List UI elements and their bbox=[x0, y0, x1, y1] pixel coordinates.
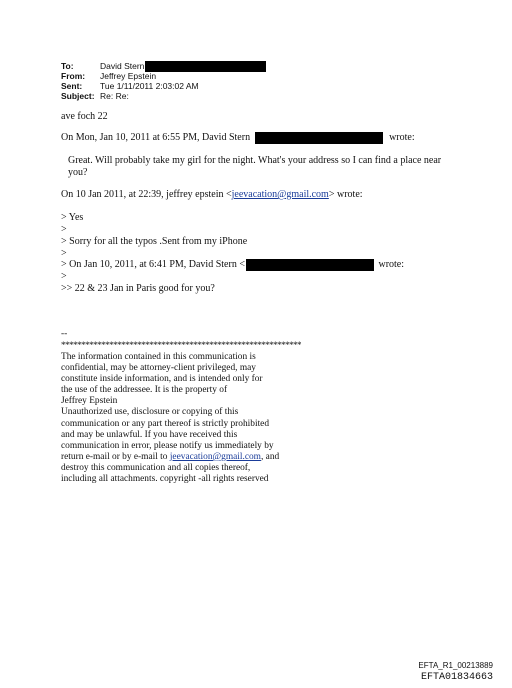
quote2-prefix: On 10 Jan 2011, at 22:39, jeffrey epstein < bbox=[61, 189, 232, 200]
quote1-suffix: wrote: bbox=[389, 132, 415, 143]
quoted-on-header bbox=[61, 259, 404, 271]
from-value: Jeffrey Epstein bbox=[100, 71, 157, 81]
quoted-on-prefix: > On Jan 10, 2011, at 6:41 PM, David Stern < bbox=[61, 259, 245, 270]
redaction-box bbox=[145, 61, 266, 72]
disclaimer-email-link[interactable]: jeevacation@gmail.com bbox=[169, 451, 261, 462]
disclaimer-line: destroy this communication and all copies thereof, bbox=[61, 462, 251, 473]
reply-line-2: you? bbox=[68, 167, 88, 178]
from-row bbox=[61, 71, 266, 81]
disclaimer-email-prefix: return e-mail or by e-mail to bbox=[61, 451, 170, 462]
quoted-blank-1: > bbox=[61, 224, 67, 235]
signature-stars: ************************************************************ bbox=[61, 340, 301, 350]
disclaimer-email-line bbox=[61, 452, 279, 463]
body-line-address: ave foch 22 bbox=[61, 111, 108, 122]
from-label: From: bbox=[61, 71, 86, 81]
sent-value: Tue 1/11/2011 2:03:02 AM bbox=[100, 81, 199, 91]
disclaimer-line: The information contained in this communication is bbox=[61, 352, 256, 362]
quoted-yes: > Yes bbox=[61, 212, 84, 223]
quoted-typos: > Sorry for all the typos .Sent from my iPhone bbox=[61, 236, 248, 247]
disclaimer bbox=[61, 352, 279, 485]
disclaimer-line: communication in error, please notify us immediately by bbox=[61, 440, 274, 451]
disclaimer-line: Unauthorized use, disclosure or copying of this bbox=[61, 407, 239, 418]
to-name: David Stern bbox=[100, 61, 145, 71]
quote2-suffix: > wrote: bbox=[328, 189, 363, 200]
sent-row bbox=[61, 81, 266, 91]
redaction-box bbox=[255, 132, 383, 144]
quote1-header bbox=[61, 132, 415, 144]
disclaimer-line: and may be unlawful. If you have received this bbox=[61, 429, 238, 440]
bates-stamp-primary: EFTA_R1_00213889 bbox=[418, 661, 493, 670]
reply-line-1: Great. Will probably take my girl for the night. What's your address so I can find a place near bbox=[68, 155, 442, 166]
quoted-on-suffix: wrote: bbox=[378, 259, 405, 270]
quote1-prefix: On Mon, Jan 10, 2011 at 6:55 PM, David Stern bbox=[61, 132, 251, 143]
subject-row bbox=[61, 91, 266, 101]
subject-label: Subject: bbox=[61, 91, 95, 101]
disclaimer-line: Jeffrey Epstein bbox=[61, 396, 118, 407]
disclaimer-line: communication or any part thereof is strictly prohibited bbox=[61, 418, 270, 429]
subject-value: Re: Re: bbox=[100, 91, 129, 101]
email-header bbox=[61, 61, 266, 101]
disclaimer-line: constitute inside information, and is intended only for bbox=[61, 374, 263, 385]
quoted-blank-3: > bbox=[61, 271, 67, 282]
disclaimer-line: the use of the addressee. It is the property of bbox=[61, 385, 228, 396]
disclaimer-line: confidential, may be attorney-client privileged, may bbox=[61, 363, 256, 374]
sent-label: Sent: bbox=[61, 81, 83, 91]
quoted-blank-2: > bbox=[61, 248, 67, 259]
quote2-header bbox=[61, 189, 363, 201]
to-value bbox=[100, 61, 266, 71]
quote2-email-link[interactable]: jeevacation@gmail.com bbox=[231, 189, 329, 200]
to-row bbox=[61, 61, 266, 71]
disclaimer-email-suffix: , and bbox=[260, 451, 280, 462]
disclaimer-line: including all attachments. copyright -all rights reserved bbox=[61, 474, 269, 485]
quoted-paris: >> 22 & 23 Jan in Paris good for you? bbox=[61, 283, 215, 294]
bates-stamp-secondary: EFTA01834663 bbox=[420, 672, 493, 683]
signature-dash: -- bbox=[61, 329, 68, 339]
to-label: To: bbox=[61, 61, 74, 71]
redaction-box bbox=[246, 259, 374, 271]
